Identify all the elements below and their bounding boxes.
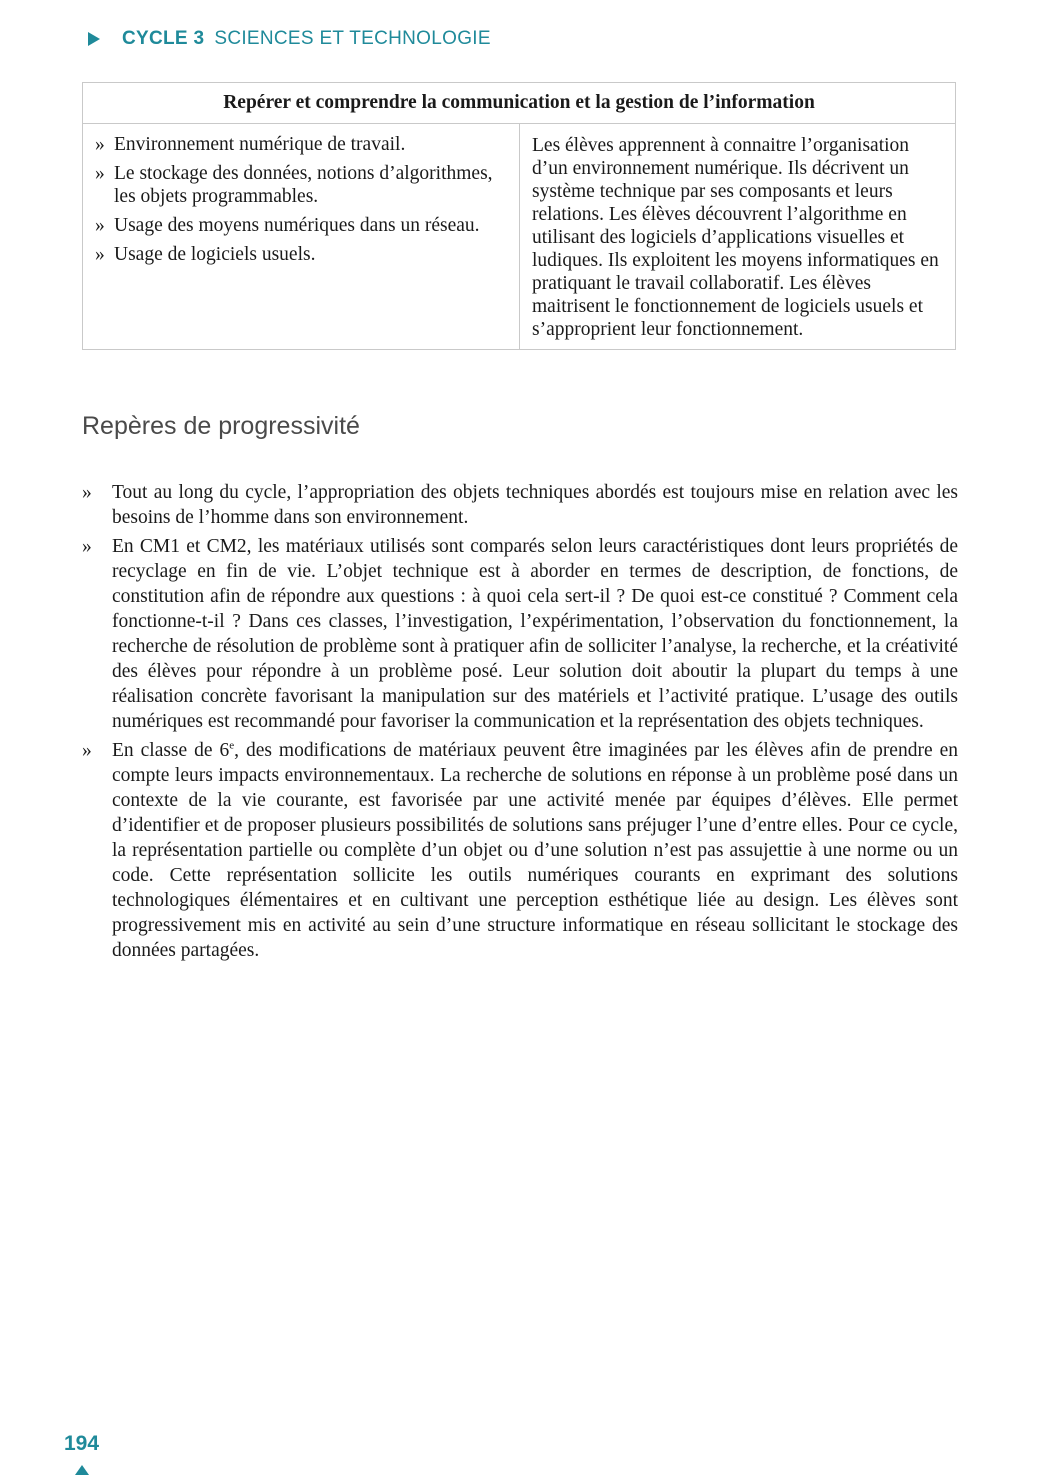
subject-label: SCIENCES ET TECHNOLOGIE	[214, 28, 491, 49]
list-item	[95, 133, 509, 156]
table-title: Repérer et comprendre la communication et la gestion de l’information	[83, 83, 955, 124]
cycle-label: CYCLE 3	[122, 28, 205, 49]
table-body	[83, 124, 955, 349]
bullet-marker: »	[95, 244, 105, 265]
paragraph-rest: , des modifications de matériaux peuvent être imaginées par les élèves afin de prendre en compte leurs impacts environnementaux. La recherche de solutions en réponse à un problème posé dans un contexte de la vie courante, est favorisée par une activité menée par équipes d’élèves. Elle permet d’identifier et de proposer plusieurs possibilités de solutions sans préjuger l’une d’entre elles. Pour ce cycle, la représentation partielle ou complète d’un objet ou d’une solution n’est pas assujettie à une norme ou un code. Cette représentation sollicite les outils numériques courants en exprimant des solutions technologiques élémentaires et en cultivant une perception esthétique liée au design. Les élèves sont progressivement mis en activité au sein d’une structure informatique en réseau sollicitant le stockage des données partagées.	[112, 740, 958, 961]
bullet-marker: »	[95, 163, 105, 184]
section-title: Repères de progressivité	[82, 412, 360, 440]
ordinal-superscript: e	[229, 739, 235, 752]
paragraph-item	[82, 738, 958, 963]
paragraph-item	[82, 534, 958, 734]
paragraph-item	[82, 480, 958, 530]
knowledge-column	[83, 124, 520, 349]
list-item-text: Le stockage des données, notions d’algorithmes, les objets programmables.	[114, 163, 493, 207]
bullet-marker: »	[82, 740, 92, 761]
paragraph-prefix: En classe de 6	[112, 740, 230, 761]
description-column: Les élèves apprennent à connaitre l’organisation d’un environnement numérique. Ils décrivent un système technique par ses composants et leurs relations. Les élèves découvrent l’algorithme en utilisant des logiciels d’applications visuelles et ludiques. Ils exploitent les moyens informatiques en pratiquant le travail collaboratif. Les élèves maitrisent le fonctionnement de logiciels usuels et s’approprient leur fonctionnement.	[532, 135, 939, 340]
list-item-text: Environnement numérique de travail.	[114, 134, 406, 155]
triangle-right-icon	[88, 32, 100, 46]
progressivity-list	[82, 480, 958, 967]
bullet-marker: »	[82, 536, 92, 557]
triangle-up-icon	[75, 1465, 89, 1475]
bullet-marker: »	[95, 134, 105, 155]
paragraph-text	[112, 740, 958, 961]
knowledge-list	[95, 133, 509, 266]
bullet-marker: »	[95, 215, 105, 236]
list-item-text: Usage des moyens numériques dans un réseau.	[114, 215, 480, 236]
list-item-text: Usage de logiciels usuels.	[114, 244, 316, 265]
list-item	[95, 243, 509, 266]
competency-table	[82, 82, 956, 350]
list-item	[95, 214, 509, 237]
running-header	[88, 24, 491, 54]
list-item	[95, 162, 509, 208]
paragraph-text: En CM1 et CM2, les matériaux utilisés sont comparés selon leurs caractéristiques dont leurs propriétés de recyclage en fin de vie. L’objet technique est à aborder en termes de description, de fonctions, de constitution afin de répondre aux questions : à quoi cela sert-il ? De quoi est-ce constitué ? Comment cela fonctionne-t-il ? Dans ces classes, l’investigation, l’expérimentation, l’observation du fonctionnement, la recherche de résolution de problème sont à pratiquer afin de solliciter l’analyse, la recherche, et la créativité des élèves pour répondre à un problème posé. Leur solution doit aboutir la plupart du temps à une réalisation concrète favorisant la manipulation sur des matériels et l’activité pratique. L’usage des outils numériques est recommandé pour favoriser la communication et la représentation des objets techniques.	[112, 536, 958, 732]
paragraph-text: Tout au long du cycle, l’appropriation des objets techniques abordés est toujours mise en relation avec les besoins de l’homme dans son environnement.	[112, 482, 958, 528]
bullet-marker: »	[82, 482, 92, 503]
page-number: 194	[64, 1432, 100, 1455]
